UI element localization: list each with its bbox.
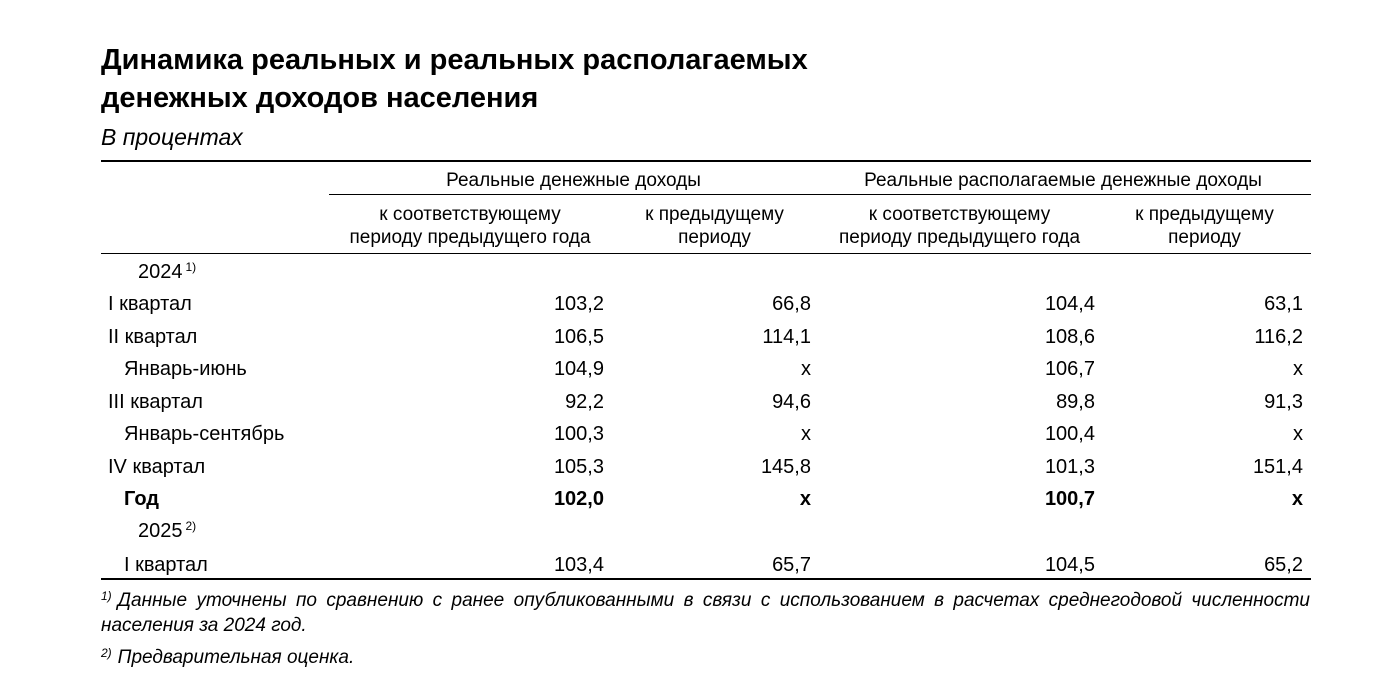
- cell-value: 100,7: [1044, 488, 1095, 510]
- row-label: I квартал: [108, 293, 192, 315]
- table-row-year-2024: [101, 256, 1310, 288]
- footnote-ref: 1): [185, 260, 197, 274]
- cell-value: 66,8: [772, 293, 811, 315]
- cell-value: 65,7: [772, 554, 811, 576]
- footnote-text: Данные уточнены по сравнению с ранее опубликованными в связи с использованием в расчетах среднегодовой численности населения за 2024 год.: [101, 590, 1310, 636]
- group-header-rule: [329, 194, 1311, 195]
- col-header-3-line-1: к соответствующему: [868, 204, 1051, 225]
- footnote-ref: 2): [185, 519, 197, 533]
- col-header-4-line-1: к предыдущему: [1135, 204, 1274, 225]
- cell-value: 103,2: [553, 293, 604, 315]
- cell-value: 104,4: [1044, 293, 1095, 315]
- row-label: Год: [124, 488, 159, 510]
- cell-value: 114,1: [762, 326, 811, 348]
- col-header-1-line-1: к соответствующему: [379, 204, 561, 225]
- cell-value: 104,5: [1044, 554, 1095, 576]
- footnote-2: [101, 645, 1310, 670]
- header-bottom-rule: [101, 253, 1311, 254]
- cell-value: 151,4: [1252, 456, 1303, 478]
- cell-value: x: [1293, 423, 1303, 445]
- cell-value: 100,3: [553, 423, 604, 445]
- footnote-1: [101, 588, 1310, 638]
- table-row: [101, 451, 1310, 483]
- col-header-2-line-1: к предыдущему: [645, 204, 784, 225]
- table-bottom-rule: [101, 578, 1311, 580]
- cell-value: 89,8: [1056, 391, 1095, 413]
- row-label: I квартал: [124, 554, 208, 576]
- group-header-disposable-income: Реальные располагаемые денежные доходы: [864, 170, 1262, 191]
- title-line-1: Динамика реальных и реальных располагаемых: [101, 44, 808, 76]
- table-row: [101, 418, 1310, 450]
- table-row-year-2025: [101, 515, 1310, 547]
- row-label: IV квартал: [108, 456, 206, 478]
- cell-value: x: [1293, 358, 1303, 380]
- col-header-2: [611, 203, 818, 249]
- row-label: II квартал: [108, 326, 198, 348]
- cell-value: 105,3: [553, 456, 604, 478]
- cell-value: x: [799, 488, 811, 510]
- title-line-2: денежных доходов населения: [101, 82, 539, 114]
- table-row: [101, 353, 1310, 385]
- footnote-mark: 2): [101, 646, 112, 660]
- cell-value: 94,6: [772, 391, 811, 413]
- col-header-1-line-2: периоду предыдущего года: [349, 227, 591, 248]
- cell-value: x: [1291, 488, 1303, 510]
- row-label: III квартал: [108, 391, 203, 413]
- table-row: [101, 549, 1310, 581]
- table-top-rule: [101, 160, 1311, 162]
- cell-value: 106,5: [553, 326, 604, 348]
- col-header-3-line-2: периоду предыдущего года: [838, 227, 1081, 248]
- table-row: [101, 321, 1310, 353]
- row-label: 2025 $^{2)}$: [138, 519, 197, 542]
- footnote-mark: 1): [101, 589, 112, 603]
- col-header-4: [1101, 203, 1308, 249]
- subtitle: В процентах: [101, 124, 243, 150]
- table-row: [101, 288, 1310, 320]
- page-title: [101, 41, 1201, 117]
- row-label: Январь-сентябрь: [124, 423, 285, 445]
- cell-value: 145,8: [760, 456, 811, 478]
- table-row-year-total: [101, 483, 1310, 515]
- footnote-text: Предварительная оценка.: [117, 647, 355, 668]
- row-label: Январь-июнь: [124, 358, 247, 380]
- col-header-4-line-2: периоду: [1168, 227, 1241, 248]
- cell-value: x: [801, 423, 811, 445]
- col-header-1: [329, 203, 611, 249]
- cell-value: x: [801, 358, 811, 380]
- cell-value: 65,2: [1264, 554, 1303, 576]
- table-row: [101, 386, 1310, 418]
- cell-value: 108,6: [1044, 326, 1095, 348]
- cell-value: 63,1: [1264, 293, 1303, 315]
- col-header-2-line-2: периоду: [678, 227, 751, 248]
- cell-value: 106,7: [1044, 358, 1095, 380]
- cell-value: 104,9: [553, 358, 604, 380]
- group-header-real-income: Реальные денежные доходы: [446, 170, 701, 191]
- col-header-3: [818, 203, 1101, 249]
- cell-value: 100,4: [1044, 423, 1095, 445]
- cell-value: 92,2: [565, 391, 604, 413]
- cell-value: 102,0: [553, 488, 604, 510]
- cell-value: 101,3: [1044, 456, 1095, 478]
- cell-value: 91,3: [1264, 391, 1303, 413]
- row-label: 2024 $^{1)}$: [138, 260, 197, 283]
- cell-value: 103,4: [553, 554, 604, 576]
- cell-value: 116,2: [1254, 326, 1303, 348]
